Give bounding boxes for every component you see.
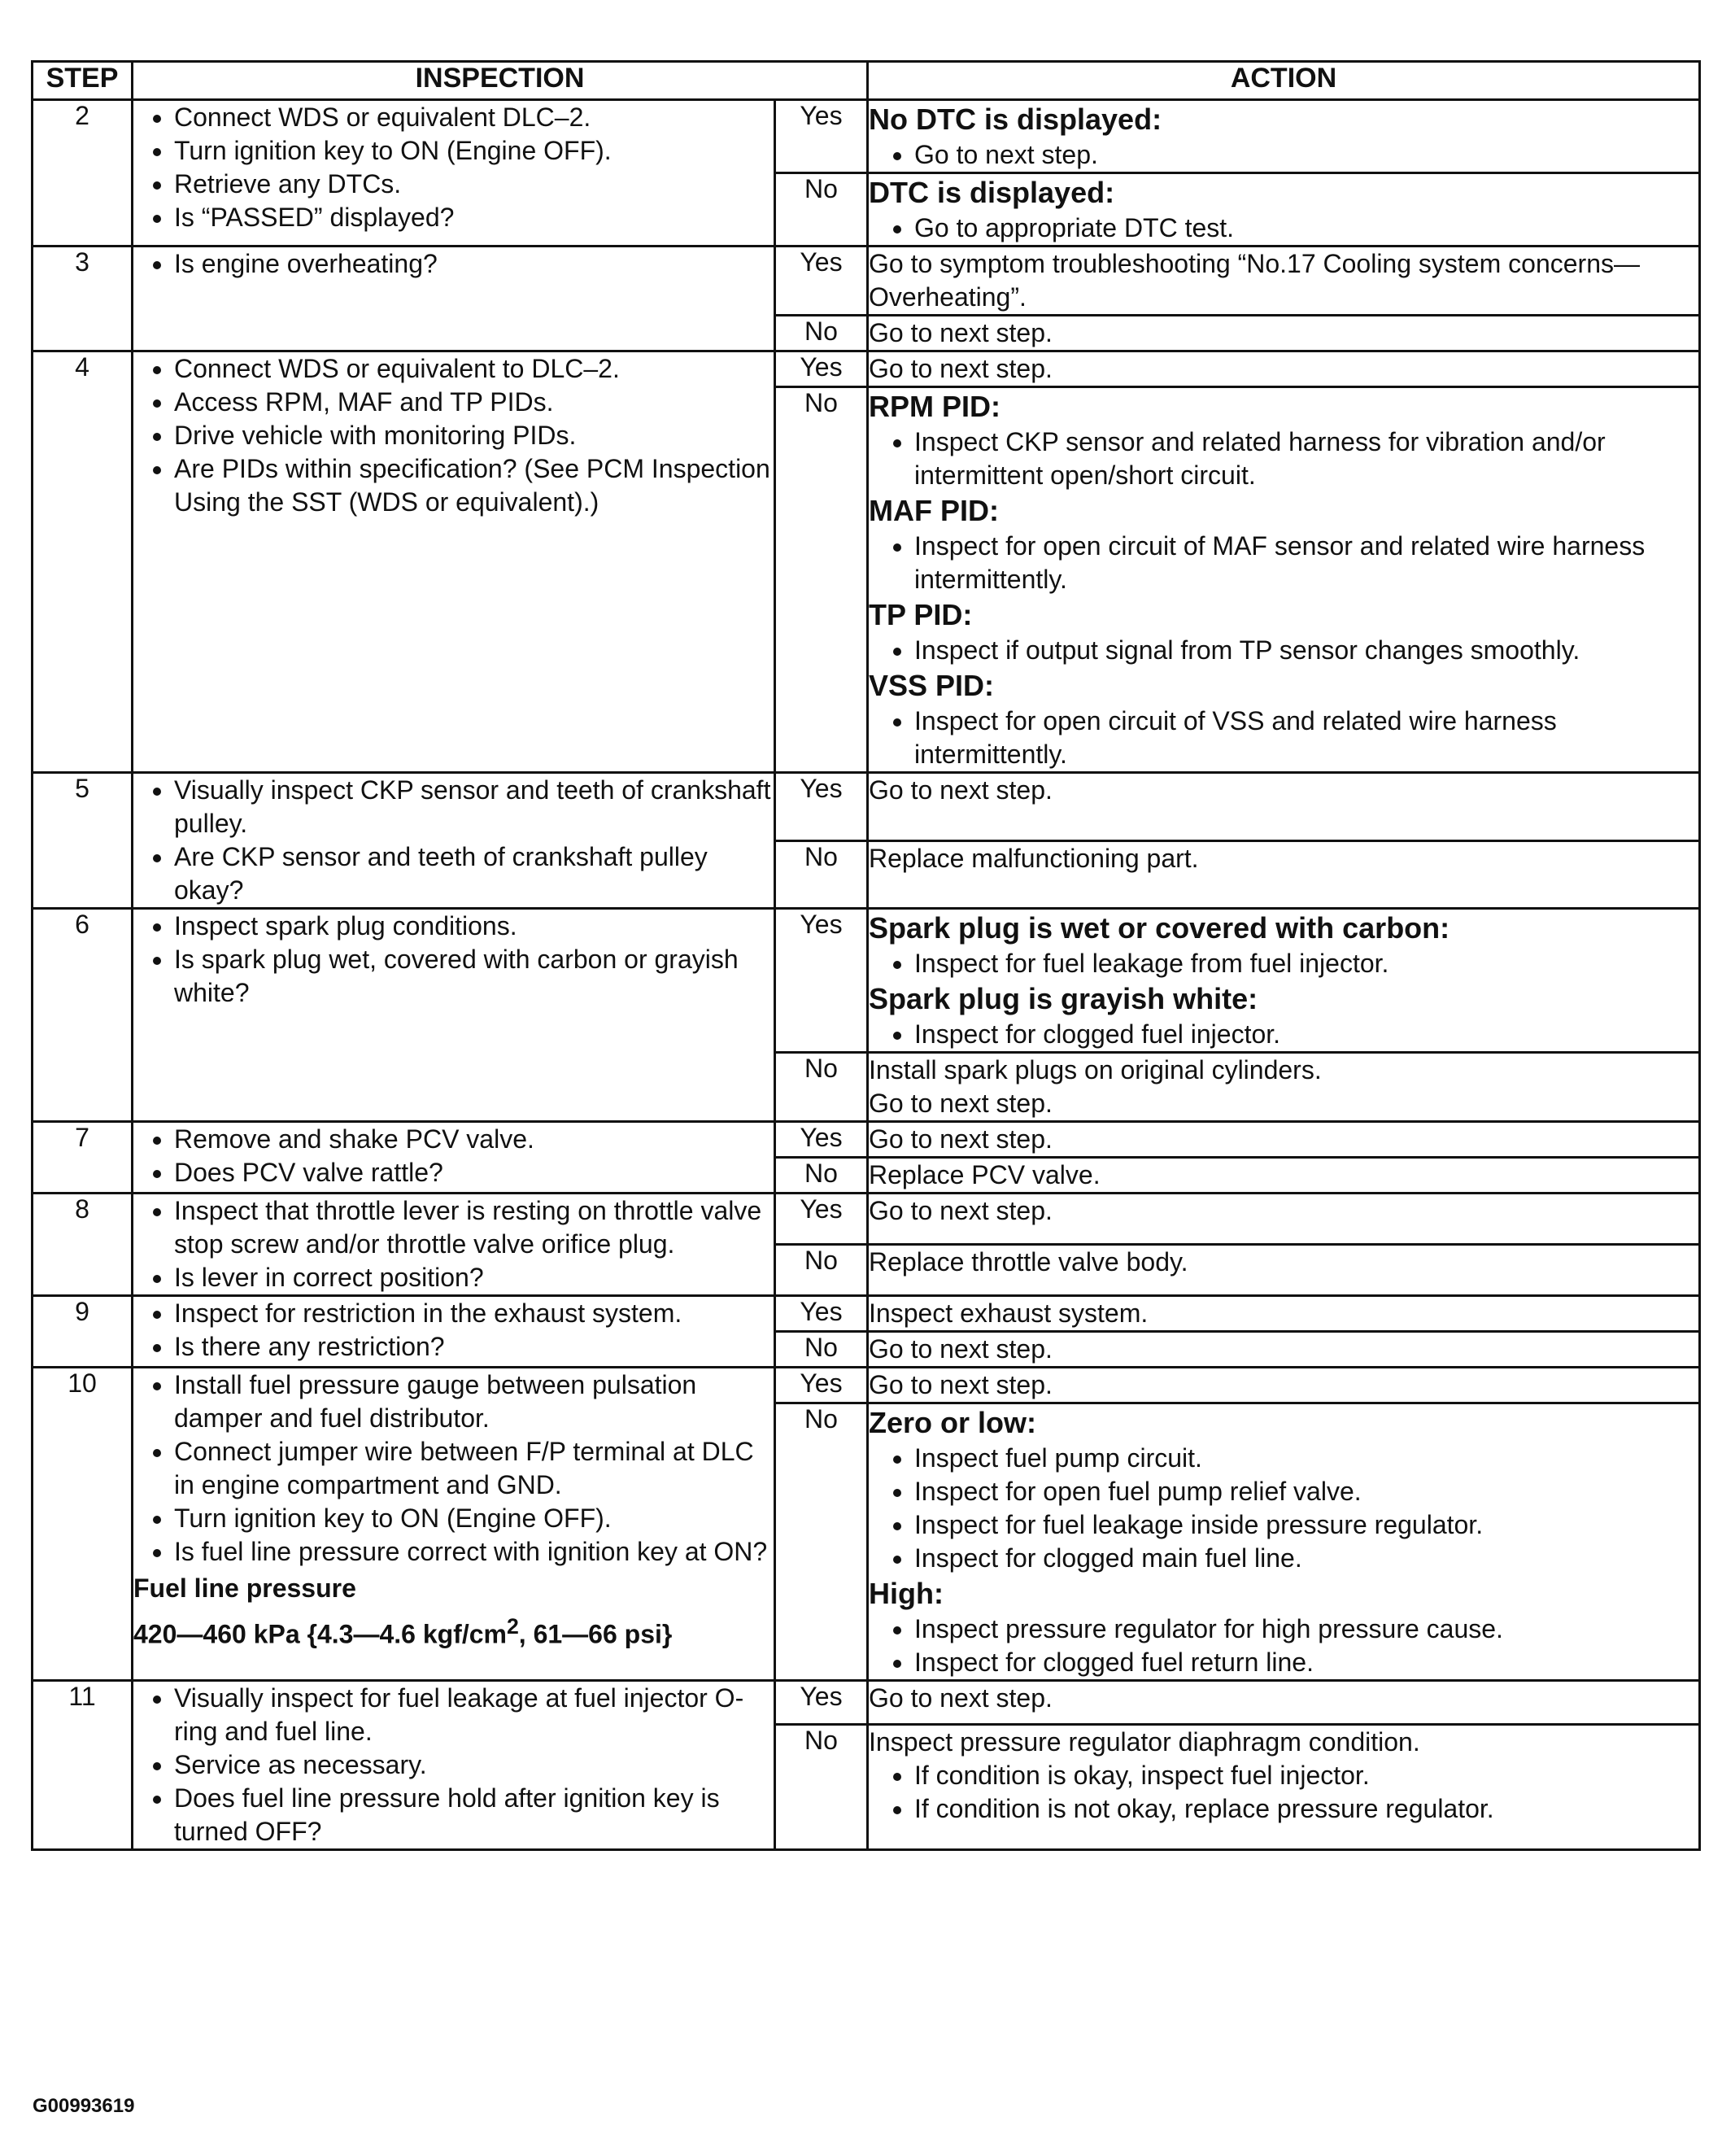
answer-yes: Yes [775,1194,868,1245]
spec-value-superscript: 2 [506,1614,519,1639]
list-item: • Is “PASSED” displayed? [174,201,774,234]
bullet-list [869,212,1698,245]
list-item: • Go to appropriate DTC test. [914,212,1698,245]
bullet-list [869,530,1698,596]
list-item: • Is lever in correct position? [174,1261,774,1294]
inspection-cell [133,1194,775,1296]
answer-yes: Yes [775,1368,868,1403]
table-row [33,1368,1700,1403]
action-heading: No DTC is displayed: [869,103,1162,136]
action-text: Go to next step. [869,775,1053,805]
list-item: • Is spark plug wet, covered with carbon or grayish white? [174,943,774,1010]
step-number: 4 [33,351,133,773]
action-yes [868,1681,1700,1725]
action-group-heading: TP PID: [869,598,973,631]
table-header-row [33,62,1700,100]
answer-yes: Yes [775,247,868,316]
answer-yes: Yes [775,1296,868,1332]
action-yes [868,1296,1700,1332]
list-item: • Connect WDS or equivalent DLC–2. [174,101,774,134]
table-row [33,1122,1700,1158]
list-item: • Visually inspect for fuel leakage at fuel injector O-ring and fuel line. [174,1682,774,1748]
table-row [33,1296,1700,1332]
action-text: Go to next step. [869,1683,1053,1713]
table-row [33,773,1700,841]
diagnostic-sheet [31,60,1698,1851]
bullet-list [869,634,1698,667]
list-item: • Access RPM, MAF and TP PIDs. [174,386,774,419]
list-item: • Are CKP sensor and teeth of crankshaft pulley okay? [174,840,774,907]
diagnostic-table [31,60,1701,1851]
action-line: Go to next step. [869,1089,1053,1118]
list-item: • Inspect for open circuit of VSS and related wire harness intermittently. [914,705,1698,771]
action-text: Replace PCV valve. [869,1160,1101,1189]
bullet-list [869,705,1698,771]
action-group-heading: Spark plug is wet or covered with carbon: [869,911,1450,945]
action-text: Inspect pressure regulator diaphragm condition. [869,1726,1420,1757]
table-row [33,351,1700,387]
step-number: 10 [33,1368,133,1681]
list-item: • Inspect for restriction in the exhaust system. [174,1297,774,1330]
table-row [33,247,1700,316]
answer-no: No [775,1332,868,1368]
step-number: 5 [33,773,133,909]
action-group-heading: Zero or low: [869,1406,1036,1439]
inspection-cell [133,909,775,1122]
spec-title: Fuel line pressure [133,1573,356,1603]
table-row [33,909,1700,1053]
bullet-list [133,774,774,907]
step-number: 8 [33,1194,133,1296]
bullet-list [869,426,1698,492]
inspection-cell [133,1368,775,1681]
list-item: • Drive vehicle with monitoring PIDs. [174,419,774,452]
figure-code: G00993619 [33,2095,135,2117]
bullet-list [133,1368,774,1569]
answer-no: No [775,1403,868,1681]
table-row [33,1194,1700,1245]
list-item: • If condition is not okay, replace pressure regulator. [914,1792,1698,1826]
action-text: Replace throttle valve body. [869,1247,1188,1277]
inspection-cell [133,773,775,909]
list-item: • Inspect for open fuel pump relief valve. [914,1475,1698,1508]
list-item: • Is fuel line pressure correct with ignition key at ON? [174,1535,774,1569]
answer-yes: Yes [775,1681,868,1725]
header-step: STEP [33,62,133,100]
answer-no: No [775,1724,868,1849]
bullet-list [133,910,774,1010]
inspection-cell [133,1122,775,1194]
step-number: 9 [33,1296,133,1368]
action-no [868,1053,1700,1122]
action-text: Go to next step. [869,1124,1053,1154]
action-yes [868,351,1700,387]
bullet-list [133,1297,774,1364]
bullet-list [133,1123,774,1189]
action-yes [868,1122,1700,1158]
action-yes [868,1194,1700,1245]
action-yes [868,909,1700,1053]
list-item: • Inspect for fuel leakage from fuel injector. [914,947,1698,980]
list-item: • Retrieve any DTCs. [174,168,774,201]
list-item: • Does fuel line pressure hold after ignition key is turned OFF? [174,1782,774,1848]
bullet-list [869,947,1698,980]
answer-yes: Yes [775,773,868,841]
action-group-heading: RPM PID: [869,390,1001,423]
answer-no: No [775,1158,868,1194]
list-item: • Are PIDs within specification? (See PCM Inspection Using the SST (WDS or equivalent).) [174,452,774,519]
bullet-list [133,1682,774,1848]
list-item: • Inspect that throttle lever is resting on throttle valve stop screw and/or throttle valve orifice plug. [174,1194,774,1261]
list-item: • Inspect fuel pump circuit. [914,1442,1698,1475]
table-row [33,1681,1700,1725]
list-item: • Inspect for fuel leakage inside pressure regulator. [914,1508,1698,1542]
answer-yes: Yes [775,351,868,387]
list-item: • If condition is okay, inspect fuel injector. [914,1759,1698,1792]
list-item: • Turn ignition key to ON (Engine OFF). [174,1502,774,1535]
list-item: • Is there any restriction? [174,1330,774,1364]
answer-yes: Yes [775,1122,868,1158]
step-number: 11 [33,1681,133,1850]
action-no [868,316,1700,351]
answer-no: No [775,1245,868,1296]
list-item: • Inspect for clogged fuel return line. [914,1646,1698,1679]
answer-no: No [775,316,868,351]
action-yes [868,247,1700,316]
action-text: Inspect exhaust system. [869,1298,1149,1328]
list-item: • Inspect for open circuit of MAF sensor and related wire harness intermittently. [914,530,1698,596]
list-item: • Inspect for clogged main fuel line. [914,1542,1698,1575]
action-text: Go to next step. [869,1334,1053,1364]
action-yes [868,773,1700,841]
bullet-list [133,101,774,234]
answer-yes: Yes [775,100,868,173]
list-item: • Connect WDS or equivalent to DLC–2. [174,352,774,386]
action-text: Go to next step. [869,354,1053,383]
action-no [868,840,1700,909]
list-item: • Turn ignition key to ON (Engine OFF). [174,134,774,168]
action-text: Go to next step. [869,1196,1053,1225]
inspection-cell [133,247,775,351]
header-inspection: INSPECTION [133,62,868,100]
step-number: 6 [33,909,133,1122]
action-yes [868,1368,1700,1403]
inspection-cell [133,351,775,773]
answer-no: No [775,387,868,773]
list-item: • Go to next step. [914,138,1698,172]
inspection-cell [133,1681,775,1850]
header-action: ACTION [868,62,1700,100]
action-no [868,1724,1700,1849]
table-body [33,100,1700,1850]
action-group-heading: Spark plug is grayish white: [869,982,1258,1015]
list-item: • Inspect CKP sensor and related harness for vibration and/or intermittent open/short circuit. [914,426,1698,492]
action-heading: DTC is displayed: [869,176,1115,209]
action-text: Replace malfunctioning part. [869,843,1199,873]
bullet-list [133,1194,774,1294]
action-no [868,173,1700,247]
action-yes [868,100,1700,173]
action-text: Go to symptom troubleshooting “No.17 Cooling system concerns—Overheating”. [869,249,1640,312]
bullet-list [869,1018,1698,1051]
list-item: • Remove and shake PCV valve. [174,1123,774,1156]
spec-value-part: 420—460 kPa {4.3—4.6 kgf/cm [133,1619,507,1649]
action-no [868,1332,1700,1368]
bullet-list [133,247,774,281]
inspection-cell [133,1296,775,1368]
step-number: 2 [33,100,133,247]
action-group-heading: High: [869,1577,944,1610]
list-item: • Inspect if output signal from TP sensor changes smoothly. [914,634,1698,667]
action-no [868,387,1700,773]
action-no [868,1403,1700,1681]
list-item: • Service as necessary. [174,1748,774,1782]
answer-yes: Yes [775,909,868,1053]
answer-no: No [775,840,868,909]
step-number: 3 [33,247,133,351]
action-text: Go to next step. [869,318,1053,347]
answer-no: No [775,173,868,247]
bullet-list [869,138,1698,172]
action-line: Install spark plugs on original cylinders. [869,1055,1322,1085]
action-text: Go to next step. [869,1370,1053,1399]
table-row [33,100,1700,173]
answer-no: No [775,1053,868,1122]
list-item: • Is engine overheating? [174,247,774,281]
action-group-heading: VSS PID: [869,669,995,702]
spec-value-part: , 61—66 psi} [518,1619,673,1649]
spec-value [133,1610,774,1652]
list-item: • Inspect spark plug conditions. [174,910,774,943]
action-group-heading: MAF PID: [869,494,999,527]
action-no [868,1158,1700,1194]
list-item: • Inspect pressure regulator for high pressure cause. [914,1613,1698,1646]
inspection-cell [133,100,775,247]
list-item: • Does PCV valve rattle? [174,1156,774,1189]
bullet-list [869,1442,1698,1575]
list-item: • Install fuel pressure gauge between pulsation damper and fuel distributor. [174,1368,774,1435]
bullet-list [869,1759,1698,1826]
step-number: 7 [33,1122,133,1194]
list-item: • Inspect for clogged fuel injector. [914,1018,1698,1051]
list-item: • Connect jumper wire between F/P terminal at DLC in engine compartment and GND. [174,1435,774,1502]
bullet-list [133,352,774,519]
action-no [868,1245,1700,1296]
list-item: • Visually inspect CKP sensor and teeth of crankshaft pulley. [174,774,774,840]
bullet-list [869,1613,1698,1679]
